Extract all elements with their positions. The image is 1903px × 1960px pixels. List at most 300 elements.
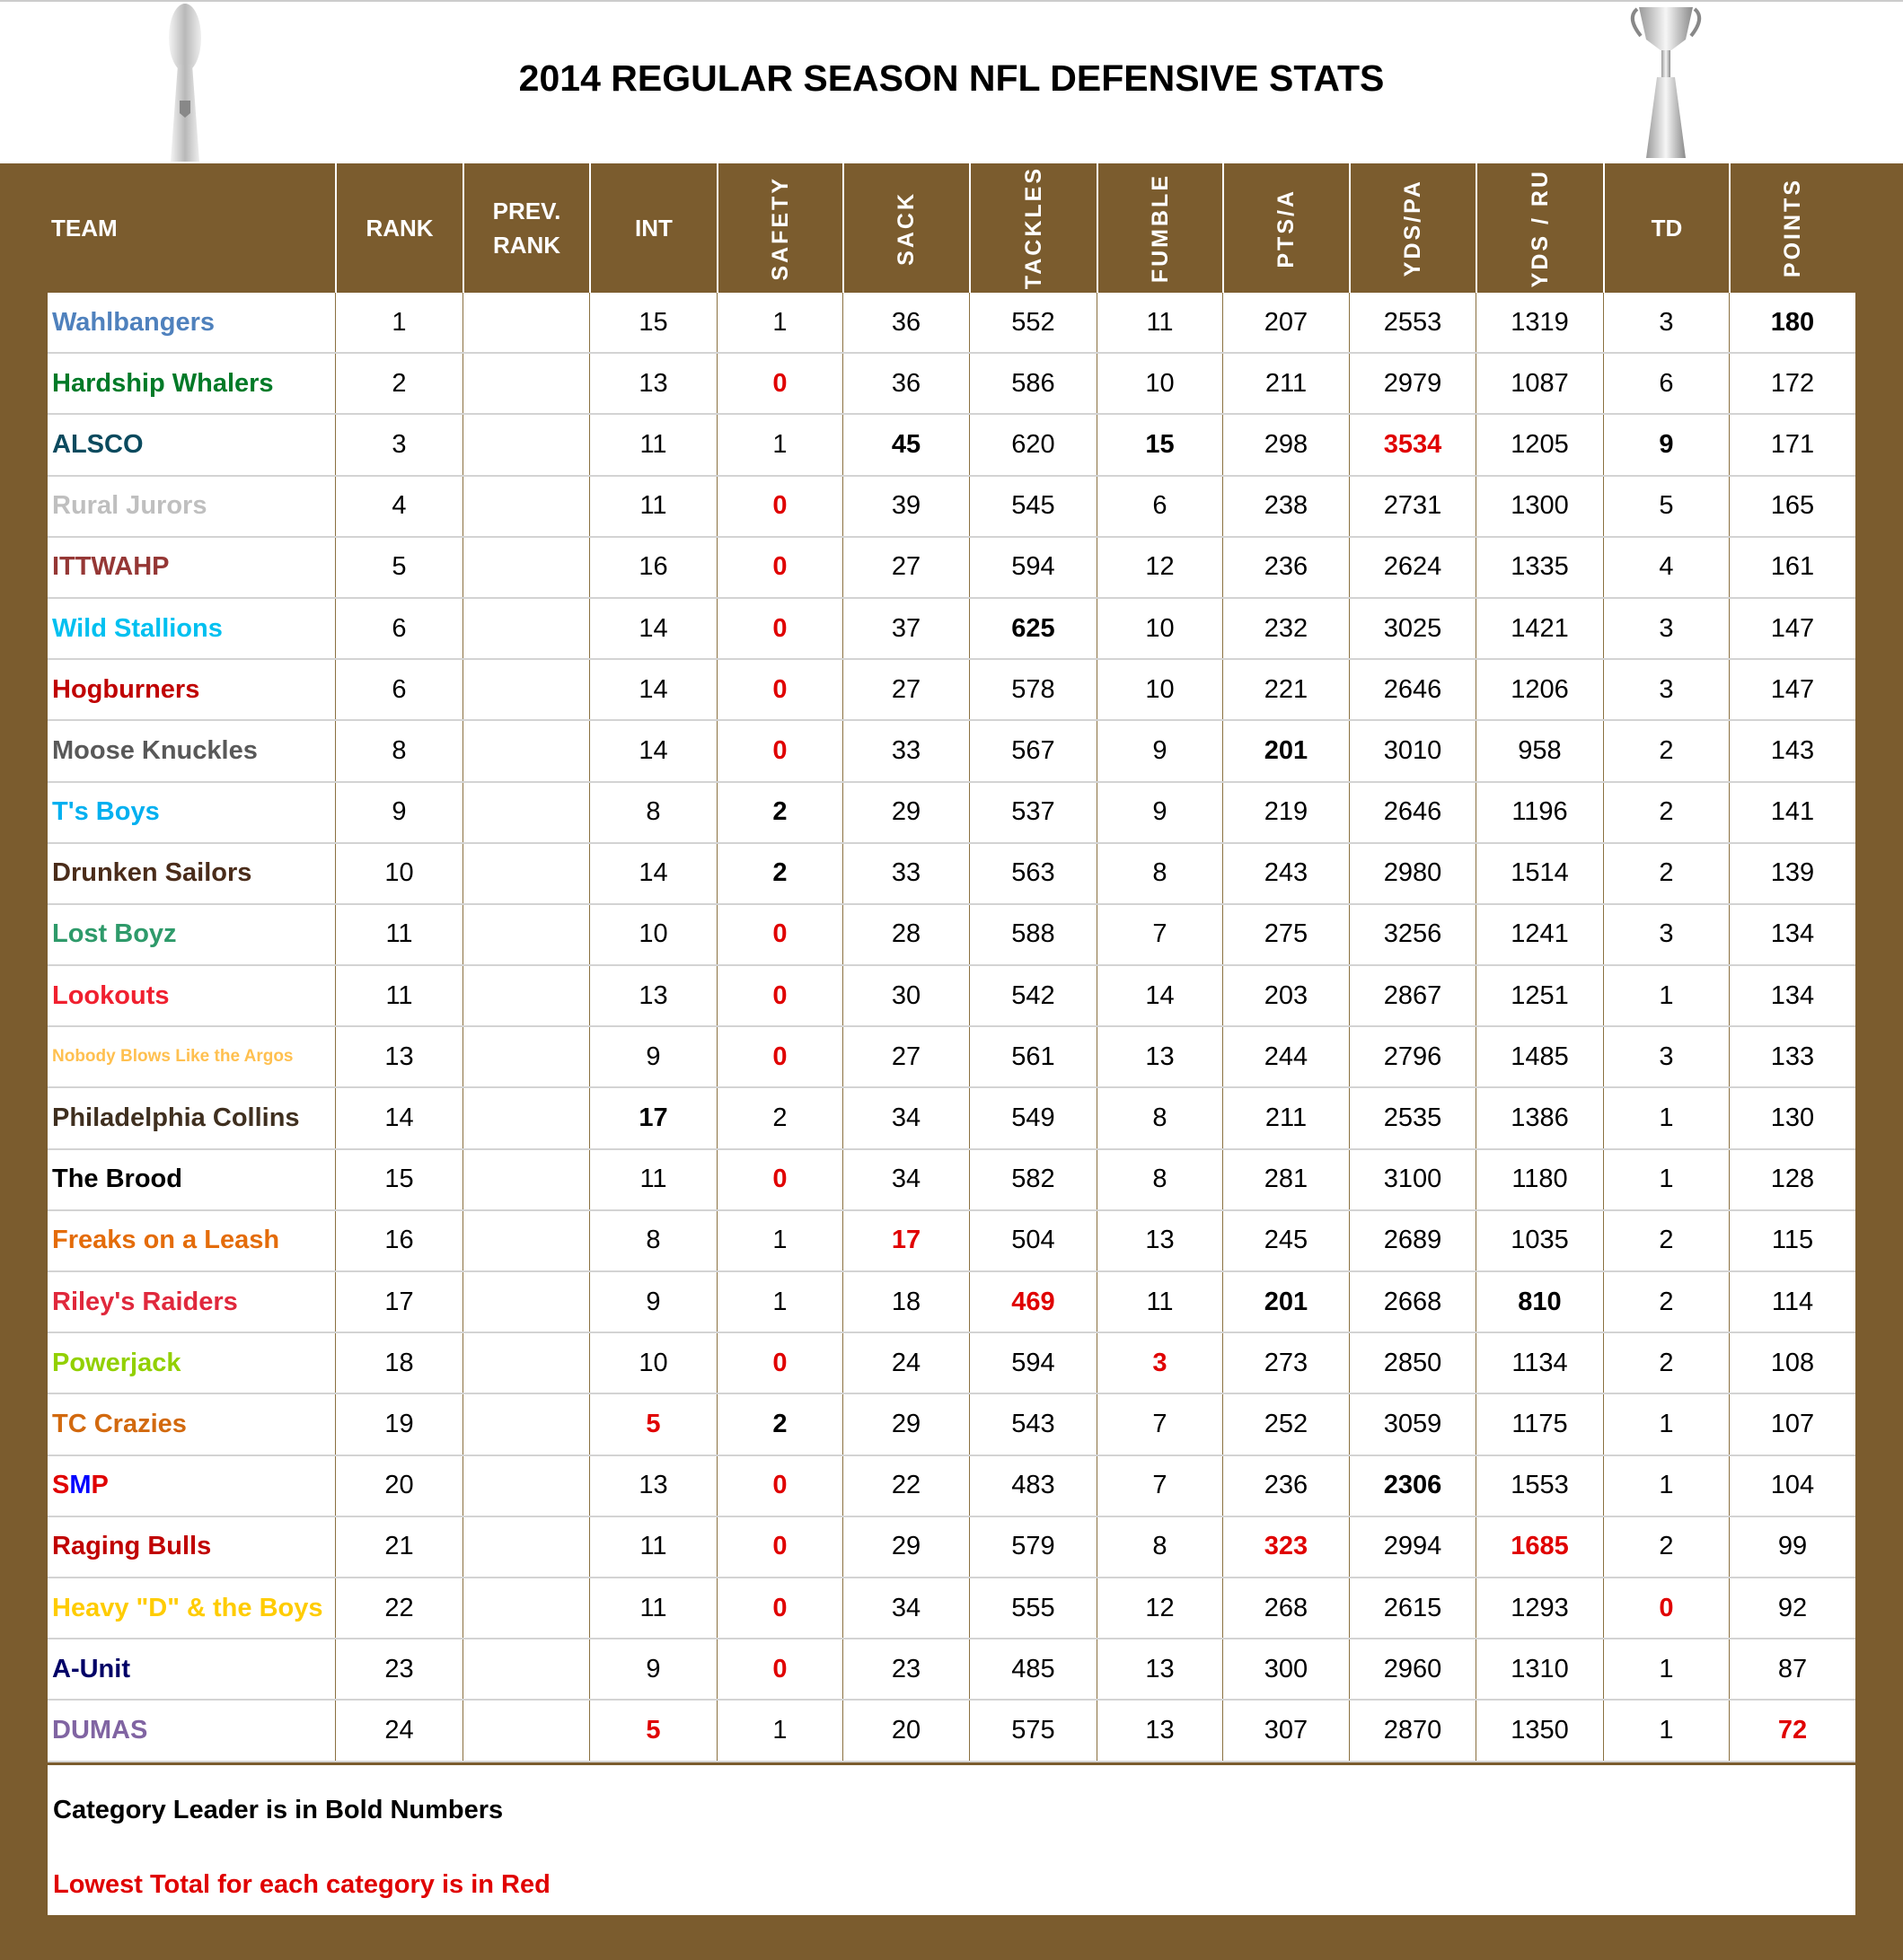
cell-fumble: 13	[1097, 1701, 1222, 1760]
cell-pts-a: 244	[1222, 1027, 1349, 1086]
cell-points: 161	[1729, 538, 1855, 597]
cell-yds-ru: 1485	[1476, 1027, 1603, 1086]
team-name: Rural Jurors	[52, 491, 207, 521]
cell-points: 130	[1729, 1088, 1855, 1147]
cell-yds-ru: 1205	[1476, 415, 1603, 474]
cell-fumble: 3	[1097, 1333, 1222, 1393]
cell-int: 9	[589, 1639, 717, 1699]
cell-td: 3	[1603, 599, 1729, 658]
cell-td: 3	[1603, 1027, 1729, 1086]
cell-safety: 0	[717, 477, 842, 536]
table-row[interactable]	[48, 1088, 1855, 1149]
cell-prev	[463, 354, 589, 413]
table-header	[0, 163, 1903, 293]
cell-int: 11	[589, 1517, 717, 1577]
cell-int: 11	[589, 1150, 717, 1209]
table-row[interactable]	[48, 1456, 1855, 1517]
cell-prev	[463, 1333, 589, 1393]
cell-td: 1	[1603, 1088, 1729, 1147]
cell-int: 13	[589, 966, 717, 1025]
cell-safety: 0	[717, 1333, 842, 1393]
cell-points: 87	[1729, 1639, 1855, 1699]
cell-tackles: 485	[969, 1639, 1097, 1699]
team-name: Riley's Raiders	[52, 1287, 238, 1316]
cell-prev	[463, 1211, 589, 1270]
cell-tackles: 543	[969, 1394, 1097, 1454]
cell-yds-ru: 1293	[1476, 1578, 1603, 1638]
cell-prev	[463, 660, 589, 719]
cell-prev	[463, 1150, 589, 1209]
cell-points: 147	[1729, 599, 1855, 658]
cell-yds-pa: 2731	[1349, 477, 1476, 536]
cell-int: 10	[589, 1333, 717, 1393]
cell-fumble: 7	[1097, 1456, 1222, 1516]
cell-rank: 18	[335, 1333, 463, 1393]
cell-sack: 27	[842, 660, 969, 719]
cell-yds-pa: 3256	[1349, 905, 1476, 964]
cell-yds-pa: 2668	[1349, 1272, 1476, 1332]
cell-td: 4	[1603, 538, 1729, 597]
cell-pts-a: 203	[1222, 966, 1349, 1025]
cell-points: 141	[1729, 783, 1855, 842]
team-name: Raging Bulls	[52, 1532, 212, 1561]
col-sack[interactable]: SACK	[842, 163, 969, 293]
cell-td: 1	[1603, 1394, 1729, 1454]
cell-rank: 2	[335, 354, 463, 413]
cell-prev	[463, 538, 589, 597]
cell-yds-ru: 1310	[1476, 1639, 1603, 1699]
cell-tackles: 594	[969, 1333, 1097, 1393]
cell-sack: 27	[842, 1027, 969, 1086]
cell-points: 134	[1729, 966, 1855, 1025]
cell-tackles: 552	[969, 293, 1097, 352]
cell-pts-a: 236	[1222, 538, 1349, 597]
cell-pts-a: 300	[1222, 1639, 1349, 1699]
cell-yds-ru: 1035	[1476, 1211, 1603, 1270]
team-name: Nobody Blows Like the Argos	[52, 1047, 294, 1067]
cell-rank: 20	[335, 1456, 463, 1516]
cell-yds-pa: 3010	[1349, 721, 1476, 780]
cell-yds-ru: 1251	[1476, 966, 1603, 1025]
cell-rank: 5	[335, 538, 463, 597]
cell-rank: 24	[335, 1701, 463, 1760]
cell-safety: 0	[717, 1456, 842, 1516]
cell-safety: 0	[717, 538, 842, 597]
cell-rank: 3	[335, 415, 463, 474]
cell-int: 16	[589, 538, 717, 597]
table-row[interactable]	[48, 1272, 1855, 1333]
cell-int: 5	[589, 1701, 717, 1760]
cell-yds-ru: 1180	[1476, 1150, 1603, 1209]
cell-yds-pa: 2960	[1349, 1639, 1476, 1699]
cell-td: 3	[1603, 905, 1729, 964]
cell-pts-a: 221	[1222, 660, 1349, 719]
cell-points: 72	[1729, 1701, 1855, 1760]
team-name: TC Crazies	[52, 1409, 187, 1438]
cell-yds-pa: 2624	[1349, 538, 1476, 597]
cell-pts-a: 238	[1222, 477, 1349, 536]
cell-td: 6	[1603, 354, 1729, 413]
cell-prev	[463, 783, 589, 842]
cell-points: 147	[1729, 660, 1855, 719]
cell-points: 171	[1729, 415, 1855, 474]
cell-yds-pa: 2870	[1349, 1701, 1476, 1760]
cell-fumble: 9	[1097, 783, 1222, 842]
cell-td: 2	[1603, 1272, 1729, 1332]
col-td[interactable]: TD	[1603, 163, 1729, 293]
cell-td: 2	[1603, 844, 1729, 903]
cell-yds-pa: 3059	[1349, 1394, 1476, 1454]
table-row[interactable]	[48, 1701, 1855, 1762]
cell-points: 107	[1729, 1394, 1855, 1454]
cell-points: 165	[1729, 477, 1855, 536]
cell-tackles: 563	[969, 844, 1097, 903]
legend-bold-note: Category Leader is in Bold Numbers	[53, 1796, 504, 1824]
team-name: Moose Knuckles	[52, 735, 258, 765]
cell-prev	[463, 1027, 589, 1086]
col-team[interactable]: TEAM	[51, 214, 118, 242]
cell-fumble: 6	[1097, 477, 1222, 536]
cell-sack: 28	[842, 905, 969, 964]
cell-points: 133	[1729, 1027, 1855, 1086]
cell-prev	[463, 599, 589, 658]
table-row[interactable]	[48, 1211, 1855, 1272]
cell-pts-a: 232	[1222, 599, 1349, 658]
team-name: Wild Stallions	[52, 613, 223, 643]
table-row[interactable]	[48, 721, 1855, 782]
cell-sack: 29	[842, 1517, 969, 1577]
cell-fumble: 11	[1097, 1272, 1222, 1332]
team-name: A-Unit	[52, 1654, 130, 1683]
cell-points: 172	[1729, 354, 1855, 413]
col-safety[interactable]: SAFETY	[717, 163, 842, 293]
cell-safety: 0	[717, 1578, 842, 1638]
cell-pts-a: 298	[1222, 415, 1349, 474]
cell-rank: 15	[335, 1150, 463, 1209]
cell-pts-a: 268	[1222, 1578, 1349, 1638]
cell-rank: 23	[335, 1639, 463, 1699]
cell-yds-ru: 1196	[1476, 783, 1603, 842]
cell-int: 17	[589, 1088, 717, 1147]
cell-fumble: 11	[1097, 293, 1222, 352]
cell-rank: 14	[335, 1088, 463, 1147]
table-row[interactable]	[48, 1333, 1855, 1394]
cell-fumble: 10	[1097, 354, 1222, 413]
cell-rank: 4	[335, 477, 463, 536]
cell-points: 180	[1729, 293, 1855, 352]
cell-rank: 21	[335, 1517, 463, 1577]
cell-tackles: 620	[969, 415, 1097, 474]
cell-prev	[463, 721, 589, 780]
cell-tackles: 567	[969, 721, 1097, 780]
team-name: ALSCO	[52, 429, 144, 459]
cell-sack: 34	[842, 1088, 969, 1147]
cell-int: 14	[589, 599, 717, 658]
cell-tackles: 469	[969, 1272, 1097, 1332]
cell-yds-ru: 1685	[1476, 1517, 1603, 1577]
col-rank[interactable]: RANK	[335, 163, 463, 293]
team-name: Lost Boyz	[52, 919, 177, 949]
cell-safety: 1	[717, 1272, 842, 1332]
cell-sack: 36	[842, 293, 969, 352]
team-name: Drunken Sailors	[52, 858, 252, 888]
cell-yds-pa: 2867	[1349, 966, 1476, 1025]
cell-points: 139	[1729, 844, 1855, 903]
table-row[interactable]	[48, 354, 1855, 415]
cell-safety: 1	[717, 415, 842, 474]
table-row[interactable]	[48, 1639, 1855, 1701]
cell-prev	[463, 1578, 589, 1638]
cell-fumble: 15	[1097, 415, 1222, 474]
cell-safety: 1	[717, 293, 842, 352]
col-points[interactable]: POINTS	[1729, 163, 1855, 293]
table-row[interactable]	[48, 293, 1855, 354]
cell-points: 115	[1729, 1211, 1855, 1270]
cell-prev	[463, 1088, 589, 1147]
cell-yds-pa: 2646	[1349, 783, 1476, 842]
cell-safety: 0	[717, 966, 842, 1025]
cell-prev	[463, 966, 589, 1025]
cell-tackles: 575	[969, 1701, 1097, 1760]
cell-points: 104	[1729, 1456, 1855, 1516]
cell-tackles: 625	[969, 599, 1097, 658]
cell-pts-a: 323	[1222, 1517, 1349, 1577]
cell-pts-a: 245	[1222, 1211, 1349, 1270]
cell-points: 92	[1729, 1578, 1855, 1638]
cell-safety: 2	[717, 844, 842, 903]
cell-td: 2	[1603, 783, 1729, 842]
table-row[interactable]	[48, 1578, 1855, 1639]
cell-yds-pa: 3025	[1349, 599, 1476, 658]
cell-pts-a: 281	[1222, 1150, 1349, 1209]
cell-td: 1	[1603, 1456, 1729, 1516]
cell-tackles: 537	[969, 783, 1097, 842]
cell-points: 143	[1729, 721, 1855, 780]
cell-prev	[463, 1701, 589, 1760]
team-name: Wahlbangers	[52, 307, 216, 337]
cell-yds-ru: 1514	[1476, 844, 1603, 903]
cell-fumble: 14	[1097, 966, 1222, 1025]
cell-yds-pa: 2796	[1349, 1027, 1476, 1086]
title-banner	[0, 0, 1903, 163]
cell-int: 11	[589, 477, 717, 536]
cell-sack: 37	[842, 599, 969, 658]
cell-yds-pa: 2553	[1349, 293, 1476, 352]
cell-prev	[463, 1639, 589, 1699]
cell-rank: 6	[335, 660, 463, 719]
cell-tackles: 483	[969, 1456, 1097, 1516]
cell-fumble: 8	[1097, 1088, 1222, 1147]
table-row[interactable]	[48, 599, 1855, 660]
cell-td: 2	[1603, 1211, 1729, 1270]
cell-int: 14	[589, 844, 717, 903]
cell-sack: 34	[842, 1150, 969, 1209]
cell-tackles: 582	[969, 1150, 1097, 1209]
cell-rank: 22	[335, 1578, 463, 1638]
team-name: Hogburners	[52, 674, 200, 704]
cell-yds-pa: 2646	[1349, 660, 1476, 719]
col-tackles[interactable]: TACKLES	[969, 163, 1097, 293]
cell-sack: 33	[842, 721, 969, 780]
cell-sack: 24	[842, 1333, 969, 1393]
cell-pts-a: 273	[1222, 1333, 1349, 1393]
cell-sack: 29	[842, 783, 969, 842]
cell-yds-pa: 2979	[1349, 354, 1476, 413]
grey-cup-trophy-icon	[1621, 4, 1711, 163]
team-name: ITTWAHP	[52, 552, 170, 582]
col-prev-rank[interactable]: PREV. RANK	[463, 163, 589, 293]
cell-td: 3	[1603, 293, 1729, 352]
team-name: Philadelphia Collins	[52, 1103, 300, 1133]
team-name: Lookouts	[52, 980, 170, 1010]
cell-rank: 1	[335, 293, 463, 352]
cell-safety: 0	[717, 599, 842, 658]
cell-sack: 23	[842, 1639, 969, 1699]
table-row[interactable]	[48, 1517, 1855, 1578]
cell-safety: 0	[717, 660, 842, 719]
cell-yds-ru: 958	[1476, 721, 1603, 780]
col-pts-a[interactable]: PTS/A	[1222, 163, 1349, 293]
cell-rank: 10	[335, 844, 463, 903]
cell-yds-ru: 1421	[1476, 599, 1603, 658]
cell-fumble: 13	[1097, 1639, 1222, 1699]
cell-tackles: 561	[969, 1027, 1097, 1086]
table-row[interactable]	[48, 1027, 1855, 1088]
cell-yds-pa: 2615	[1349, 1578, 1476, 1638]
cell-fumble: 8	[1097, 1517, 1222, 1577]
cell-int: 5	[589, 1394, 717, 1454]
cell-yds-pa: 2689	[1349, 1211, 1476, 1270]
cell-int: 15	[589, 293, 717, 352]
team-name: Hardship Whalers	[52, 368, 274, 398]
cell-points: 134	[1729, 905, 1855, 964]
cell-pts-a: 211	[1222, 354, 1349, 413]
cell-int: 14	[589, 721, 717, 780]
cell-sack: 17	[842, 1211, 969, 1270]
cell-fumble: 10	[1097, 599, 1222, 658]
cell-yds-ru: 1300	[1476, 477, 1603, 536]
cell-rank: 19	[335, 1394, 463, 1454]
cell-pts-a: 236	[1222, 1456, 1349, 1516]
cell-td: 2	[1603, 721, 1729, 780]
table-row[interactable]	[48, 1150, 1855, 1211]
cell-fumble: 7	[1097, 1394, 1222, 1454]
cell-fumble: 9	[1097, 721, 1222, 780]
table-row[interactable]	[48, 905, 1855, 966]
cell-sack: 20	[842, 1701, 969, 1760]
cell-sack: 18	[842, 1272, 969, 1332]
cell-safety: 1	[717, 1211, 842, 1270]
cell-prev	[463, 415, 589, 474]
cell-sack: 33	[842, 844, 969, 903]
cell-sack: 45	[842, 415, 969, 474]
team-name: Freaks on a Leash	[52, 1226, 280, 1255]
cell-fumble: 7	[1097, 905, 1222, 964]
col-yds-pa[interactable]: YDS/PA	[1349, 163, 1476, 293]
cell-td: 1	[1603, 1639, 1729, 1699]
cell-yds-pa: 3100	[1349, 1150, 1476, 1209]
cell-pts-a: 211	[1222, 1088, 1349, 1147]
cell-rank: 9	[335, 783, 463, 842]
cell-prev	[463, 293, 589, 352]
cell-prev	[463, 1394, 589, 1454]
cell-pts-a: 243	[1222, 844, 1349, 903]
cell-safety: 0	[717, 721, 842, 780]
cell-fumble: 13	[1097, 1211, 1222, 1270]
cell-yds-pa: 2994	[1349, 1517, 1476, 1577]
col-int[interactable]: INT	[589, 163, 717, 293]
team-name: DUMAS	[52, 1715, 148, 1745]
cell-safety: 2	[717, 1394, 842, 1454]
cell-yds-ru: 1134	[1476, 1333, 1603, 1393]
table-row[interactable]	[48, 660, 1855, 721]
col-yds-ru[interactable]: YDS / RU	[1476, 163, 1603, 293]
cell-rank: 13	[335, 1027, 463, 1086]
cell-yds-ru: 1175	[1476, 1394, 1603, 1454]
table-row[interactable]	[48, 966, 1855, 1027]
cell-td: 2	[1603, 1517, 1729, 1577]
cell-int: 13	[589, 1456, 717, 1516]
cell-td: 1	[1603, 1150, 1729, 1209]
table-row[interactable]	[48, 538, 1855, 599]
table-row[interactable]	[48, 415, 1855, 476]
cell-tackles: 579	[969, 1517, 1097, 1577]
cell-safety: 0	[717, 1639, 842, 1699]
cell-yds-ru: 1319	[1476, 293, 1603, 352]
table-row[interactable]	[48, 844, 1855, 905]
cell-td: 5	[1603, 477, 1729, 536]
cell-sack: 39	[842, 477, 969, 536]
legend-box	[48, 1765, 1855, 1915]
table-row[interactable]	[48, 477, 1855, 538]
cell-sack: 30	[842, 966, 969, 1025]
cell-td: 0	[1603, 1578, 1729, 1638]
team-name: T's Boys	[52, 797, 160, 827]
cell-safety: 2	[717, 1088, 842, 1147]
cell-points: 114	[1729, 1272, 1855, 1332]
col-fumble[interactable]: FUMBLE	[1097, 163, 1222, 293]
cell-safety: 0	[717, 905, 842, 964]
cell-rank: 17	[335, 1272, 463, 1332]
table-row[interactable]	[48, 1394, 1855, 1455]
cell-prev	[463, 1456, 589, 1516]
cell-tackles: 542	[969, 966, 1097, 1025]
cell-safety: 0	[717, 354, 842, 413]
cell-pts-a: 219	[1222, 783, 1349, 842]
cell-td: 2	[1603, 1333, 1729, 1393]
cell-rank: 8	[335, 721, 463, 780]
cell-yds-pa: 2980	[1349, 844, 1476, 903]
cell-prev	[463, 844, 589, 903]
cell-fumble: 8	[1097, 1150, 1222, 1209]
team-name: S M P	[52, 1471, 109, 1500]
table-row[interactable]	[48, 783, 1855, 844]
cell-td: 9	[1603, 415, 1729, 474]
cell-pts-a: 307	[1222, 1701, 1349, 1760]
cell-tackles: 594	[969, 538, 1097, 597]
cell-prev	[463, 477, 589, 536]
cell-int: 10	[589, 905, 717, 964]
cell-points: 108	[1729, 1333, 1855, 1393]
cell-rank: 6	[335, 599, 463, 658]
cell-tackles: 549	[969, 1088, 1097, 1147]
cell-pts-a: 207	[1222, 293, 1349, 352]
cell-td: 3	[1603, 660, 1729, 719]
cell-td: 1	[1603, 966, 1729, 1025]
cell-points: 128	[1729, 1150, 1855, 1209]
page-title: 2014 REGULAR SEASON NFL DEFENSIVE STATS	[518, 57, 1385, 99]
cell-sack: 29	[842, 1394, 969, 1454]
